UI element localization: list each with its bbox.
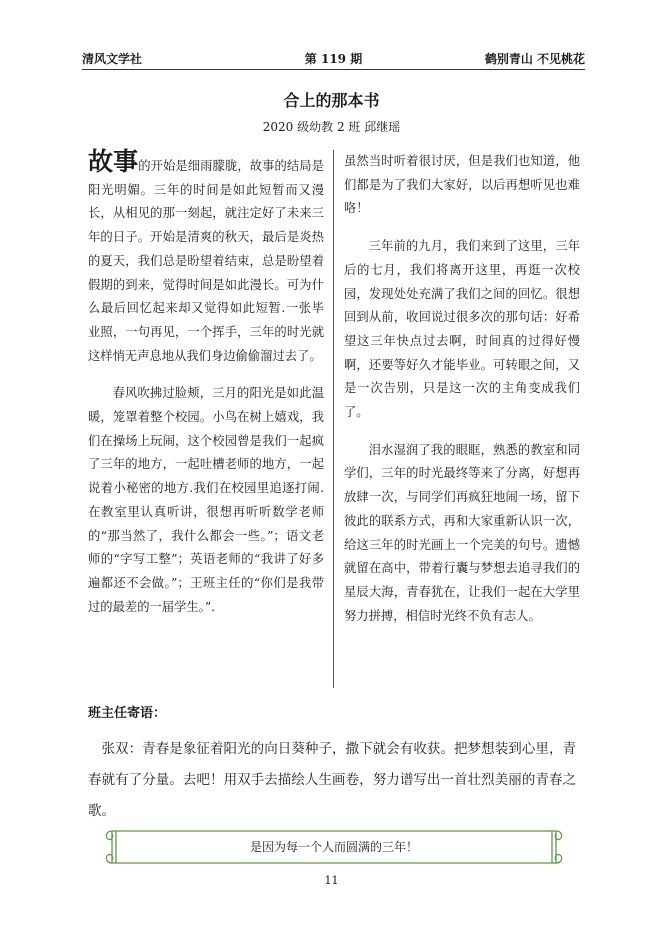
dropcap: 故事	[88, 147, 139, 176]
article-paragraph: 虽然当时听着很讨厌，但是我们也知道，他们都是为了我们大家好，以后再想听见也难咯！	[344, 154, 580, 216]
scroll-banner	[104, 825, 564, 869]
banner-text: 是因为每一个人而圆满的三年！	[249, 840, 418, 854]
article-paragraph: 三年前的九月，我们来到了这里，三年后的七月，我们将离开这里，再逛一次校园，发现处处充满了我们之间的回忆。很想回到从前，收回说过很多次的那句话：好希望这三年快点过去啊，时间真的过得好慢啊，还要等好久才能毕业。可转眼之间，又是一次告别，只是这一次的主角变成我们了。	[344, 239, 580, 420]
article-paragraph: 泪水湿润了我的眼眶，熟悉的教室和同学们，三年的时光最终等来了分离，好想再放肆一次，与同学们再疯狂地闹一场，留下彼此的联系方式，再和大家重新认识一次，给这三年的时光画上一个完美的句号。遗憾就留在高中，带着行囊与梦想去追寻我们的星辰大海，青春犹在，让我们一起在大学里努力拼搏，相信时光终不负有志人。	[344, 442, 580, 623]
left-column	[88, 147, 324, 633]
teacher-message: 张双：青春是象征着阳光的向日葵种子，撒下就会有收获。把梦想装到心里，青春就有了分量。去吧！用双手去描绘人生画卷，努力谱写出一首壮烈美丽的青春之歌。	[88, 741, 576, 819]
article-paragraph: 春风吹拂过脸颊，三月的阳光是如此温暖，笼罩着整个校园。小鸟在树上嬉戏，我们在操场上玩闹，这个校园曾是我们一起疯了三年的地方，一起吐槽老师的地方，一起说着小秘密的地方.我们在校园里追逐打闹.在教室里认真听讲，很想再听听数学老师的“那当然了，我什么都会一些。”；语文老师的“字写工整”；英语老师的“我讲了好多遍都还不会做。”；王班主任的“你们是我带过的最差的一届学生。”.	[88, 386, 324, 614]
header-motto: 鹤别青山 不见桃花	[484, 52, 585, 66]
magazine-name: 清风文学社	[82, 52, 143, 66]
article-title: 合上的那本书	[283, 91, 380, 110]
header-rule	[82, 69, 585, 70]
teacher-message-heading: 班主任寄语：	[88, 706, 167, 721]
right-column	[344, 150, 580, 642]
paragraph-text: 的开始是细雨朦胧，故事的结局是阳光明媚。三年的时间是如此短暂而又漫长，从相见的那一刻起，就注定好了未来三年的日子。开始是清爽的秋天，最后是炎热的夏天，我们总是盼望着结束，总是盼望着假期的到来，觉得时间是如此漫长。可为什么最后回忆起来却又觉得如此短暂.一张毕业照，一句再见，一个挥手，三年的时光就这样悄无声息地从我们身边偷偷溜过去了。	[88, 159, 324, 363]
article-paragraph	[88, 147, 324, 368]
article-byline: 2020 级幼教 2 班 邱继瑶	[262, 120, 401, 134]
page-header	[82, 50, 585, 68]
issue-number: 第 119 期	[304, 52, 363, 66]
page-number: 11	[324, 874, 339, 887]
column-divider	[333, 150, 334, 688]
